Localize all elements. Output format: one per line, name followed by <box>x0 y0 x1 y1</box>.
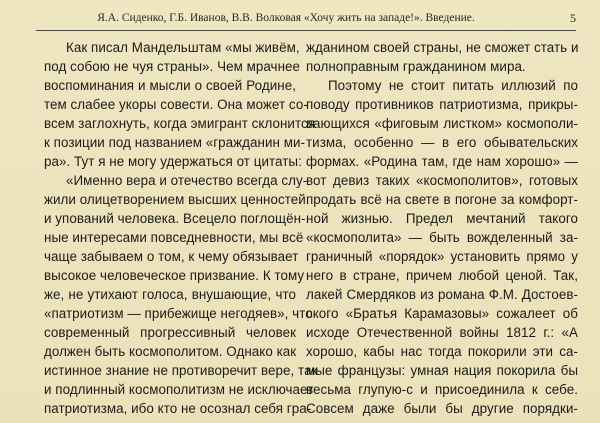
text-line: тизма, особенно — в его обывательских <box>306 135 578 150</box>
left-text-column <box>44 38 318 418</box>
text-line: всем заглохнуть, когда эмигрант склонится <box>44 116 316 131</box>
text-line: ского «Братья Карамазовы» сожалеет об <box>306 306 578 321</box>
text-line: вающихся «фиговым листком» космополи- <box>306 116 578 131</box>
text-line: чаще забываем о том, к чему обязывает <box>44 249 299 264</box>
text-line: полноправным гражданином мира. <box>306 59 526 74</box>
text-line: поводу противников патриотизма, прикры- <box>306 97 578 112</box>
text-line: современный прогрессивный человек <box>44 325 296 340</box>
text-line: Поэтому не стоит питать иллюзий по <box>328 78 578 93</box>
text-line: вот девиз таких «космополитов», готовых <box>306 173 578 188</box>
right-text-column <box>306 38 578 418</box>
text-line: под собою не чуя страны». Чем мрачнее <box>44 59 301 74</box>
running-header <box>36 6 576 30</box>
text-line: него в стране, причем любой ценой. Так, <box>306 268 578 283</box>
text-line: Как писал Мандельштам «мы живём, <box>66 40 300 55</box>
page-number: 5 <box>570 11 576 25</box>
text-line: жили олицетворением высших ценностей <box>44 192 306 207</box>
text-line: и упований человека. Всецело поглощён- <box>44 211 306 226</box>
text-line: хорошо, кабы нас тогда покорили эти са- <box>306 344 578 359</box>
text-line: же, не утихают голоса, внушающие, что <box>44 287 296 302</box>
text-line: «Именно вера и отечество всегда слу- <box>66 173 308 188</box>
text-line: к позиции под названием «гражданин ми- <box>44 135 306 150</box>
text-line: ра». Тут я не могу удержаться от цитаты: <box>44 154 302 169</box>
text-line: продать всё на свете в погоне за комфорт- <box>306 192 578 207</box>
text-line: граничный «порядок» установить прямо у <box>306 249 578 264</box>
text-line: воспоминания и мысли о своей Родине, <box>44 78 296 93</box>
header-rule <box>36 30 576 31</box>
text-line: исходе Отечественной войны 1812 г.: «А <box>306 325 578 340</box>
text-line: и подлинный космополитизм не исключает <box>44 382 314 397</box>
running-header-title: Я.А. Сиденко, Г.Б. Иванов, В.В. Волковая «Хочу жить на западе!». Введение. <box>97 12 475 24</box>
text-line: жданином своей страны, не сможет стать и <box>306 40 579 55</box>
text-line: должен быть космополитом. Однако как <box>44 344 297 359</box>
text-line: «патриотизм — прибежище негодяев», что <box>44 306 313 321</box>
text-line: Совсем даже были бы другие порядки- <box>306 401 578 416</box>
text-line: формах. «Родина там, где нам хорошо» — <box>306 154 578 169</box>
text-line: высокое человеческое призвание. К тому <box>44 268 305 283</box>
text-line: ной жизнью. Предел мечтаний такого <box>306 211 578 226</box>
text-line: тем слабее укоры совести. Она может со- <box>44 97 308 112</box>
text-line: ные интересами повседневности, мы всё <box>44 230 304 245</box>
text-line: лакей Смердяков из романа Ф.М. Достоев- <box>306 287 578 302</box>
text-line: патриотизма, ибо кто не осознал себя гра- <box>44 401 312 416</box>
text-line: мые французы: умная нация покорила бы <box>306 363 578 378</box>
text-line: истинное знание не противоречит вере, так <box>44 363 318 378</box>
text-line: весьма глупую-с и присоединила к себе. <box>306 382 578 397</box>
text-line: «космополита» — быть вожделенный за- <box>306 230 578 245</box>
